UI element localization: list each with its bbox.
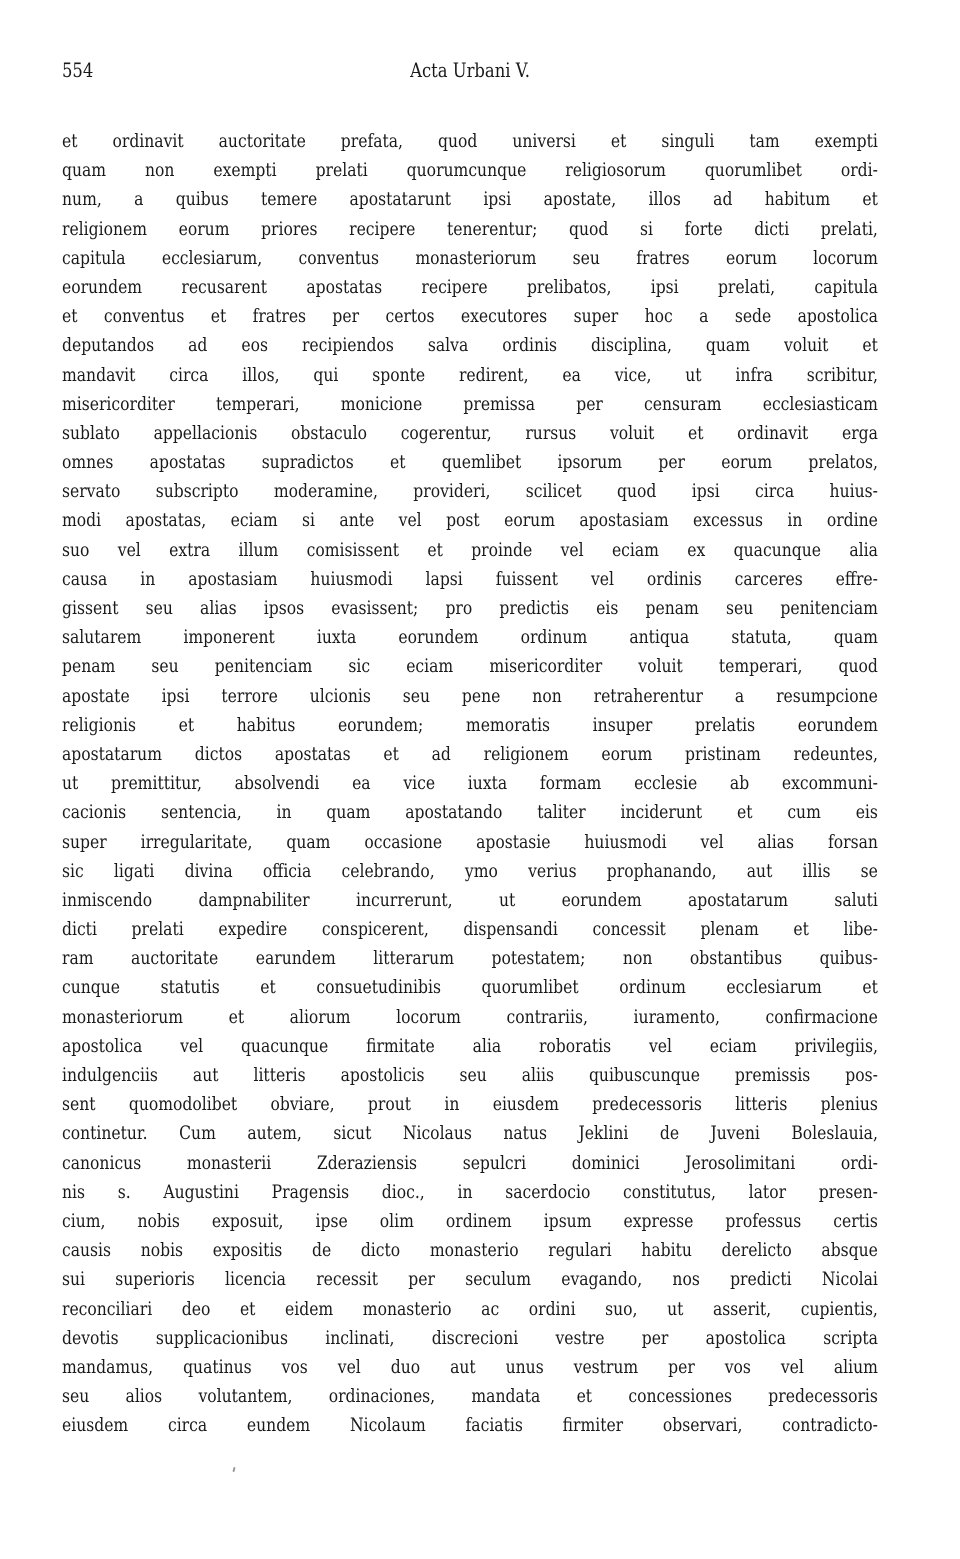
- text-line: gissent seu alias ipsos evasissent; pro predictis eis penam seu penitenciam: [62, 597, 878, 619]
- text-line: causa in apostasiam huiusmodi lapsi fuissent vel ordinis carceres effre-: [62, 567, 878, 590]
- text-line: canonicus monasterii Zderaziensis sepulcri dominici Jerosolimitani ordi-: [62, 1151, 878, 1174]
- text-line: sublato appellacionis obstaculo cogerentur, rursus voluit et ordinavit erga: [62, 421, 878, 444]
- text-line: num, a quibus temere apostatarunt ipsi apostate, illos ad habitum et: [62, 188, 878, 211]
- text-line: sic ligati divina officia celebrando, ymo verius prophanando, aut illis se: [62, 859, 878, 882]
- text-line: reconciliari deo et eidem monasterio ac ordini suo, ut asserit, cupientis,: [62, 1297, 878, 1320]
- text-line: et conventus et fratres per certos executores super hoc a sede apostolica: [62, 305, 878, 328]
- text-line: suo vel extra illum comisissent et proinde vel eciam ex quacunque alia: [62, 538, 878, 561]
- text-line: causis nobis expositis de dicto monasterio regulari habitu derelicto absque: [62, 1239, 878, 1262]
- text-line: monasteriorum et aliorum locorum contrariis, iuramento, confirmacione: [62, 1005, 878, 1028]
- text-line: apostatarum dictos apostatas et ad religionem eorum pristinam redeuntes,: [62, 742, 878, 765]
- text-line: sui superioris licencia recessit per seculum evagando, nos predicti Nicolai: [62, 1268, 878, 1291]
- text-line: misericorditer temperari, monicione premissa per censuram ecclesiasticam: [62, 392, 878, 415]
- text-line: nis s. Augustini Pragensis dioc., in sacerdocio constitutus, lator presen-: [62, 1180, 878, 1203]
- text-line: super irregularitate, quam occasione apostasie huiusmodi vel alias forsan: [62, 830, 878, 853]
- text-line: penam seu penitenciam sic eciam misericorditer voluit temperari, quod: [62, 655, 878, 678]
- text-line: inmiscendo dampnabiliter incurrerunt, ut eorundem apostatarum saluti: [62, 888, 878, 911]
- text-line: mandamus, quatinus vos vel duo aut unus vestrum per vos vel alium: [62, 1355, 878, 1378]
- text-line: mandavit circa illos, qui sponte redirent, ea vice, ut infra scribitur,: [62, 363, 878, 386]
- text-line: et ordinavit auctoritate prefata, quod universi et singuli tam exempti: [62, 130, 878, 152]
- text-line: apostate ipsi terrore ulcionis seu pene non retraherentur a resumpcione: [62, 684, 878, 707]
- text-line: dicti prelati expedire conspicerent, dispensandi concessit plenam et libe-: [62, 918, 878, 941]
- text-line: eorundem recusarent apostatas recipere prelibatos, ipsi prelati, capitula: [62, 275, 878, 298]
- text-line: continetur. Cum autem, sicut Nicolaus natus Jeklini de Juveni Boleslauia,: [62, 1122, 878, 1145]
- body-text: [62, 127, 878, 1440]
- text-line: religionis et habitus eorundem; memoratis insuper prelatis eorundem: [62, 713, 878, 736]
- text-line: cacionis sentencia, in quam apostatando taliter inciderunt et cum eis: [62, 801, 878, 824]
- text-line: apostolica vel quacunque firmitate alia roboratis vel eciam privilegiis,: [62, 1034, 878, 1057]
- text-line: cunque statutis et consuetudinibis quorumlibet ordinum ecclesiarum et: [62, 976, 878, 999]
- text-line: capitula ecclesiarum, conventus monasteriorum seu fratres eorum locorum: [62, 246, 878, 269]
- text-line: modi apostatas, eciam si ante vel post eorum apostasiam excessus in ordine: [62, 509, 878, 532]
- text-line: servato subscripto moderamine, provideri, scilicet quod ipsi circa huius-: [62, 480, 878, 503]
- text-line: eiusdem circa eundem Nicolaum faciatis firmiter observari, contradicto-: [62, 1414, 878, 1437]
- text-line: sent quomodolibet obviare, prout in eiusdem predecessoris litteris plenius: [62, 1093, 878, 1116]
- text-line: ram auctoritate earundem litterarum potestatem; non obstantibus quibus-: [62, 947, 878, 970]
- text-line: devotis supplicacionibus inclinati, discrecioni vestre per apostolica scripta: [62, 1326, 878, 1349]
- text-line: cium, nobis exposuit, ipse olim ordinem ipsum expresse professus certis: [62, 1209, 878, 1232]
- text-line: religionem eorum priores recipere tenerentur; quod si forte dicti prelati,: [62, 217, 878, 240]
- page-number: 554: [62, 58, 94, 82]
- text-line: omnes apostatas supradictos et quemlibet ipsorum per eorum prelatos,: [62, 451, 878, 474]
- running-title-text: Acta Urbani V.: [410, 58, 530, 82]
- text-line: quam non exempti prelati quorumcunque religiosorum quorumlibet ordi-: [62, 159, 878, 182]
- page-header: [62, 58, 878, 88]
- text-line: ut premittitur, absolvendi ea vice iuxta formam ecclesie ab excommuni-: [62, 772, 878, 795]
- running-title: [62, 58, 878, 82]
- text-line: indulgenciis aut litteris apostolicis seu aliis quibuscunque premissis pos-: [62, 1064, 878, 1086]
- text-line: salutarem imponerent iuxta eorundem ordinum antiqua statuta, quam: [62, 626, 878, 649]
- text-line: seu alios volutantem, ordinaciones, mandata et concessiones predecessoris: [62, 1385, 878, 1408]
- print-speck: [232, 1467, 235, 1472]
- text-line: deputandos ad eos recipiendos salva ordinis disciplina, quam voluit et: [62, 334, 878, 357]
